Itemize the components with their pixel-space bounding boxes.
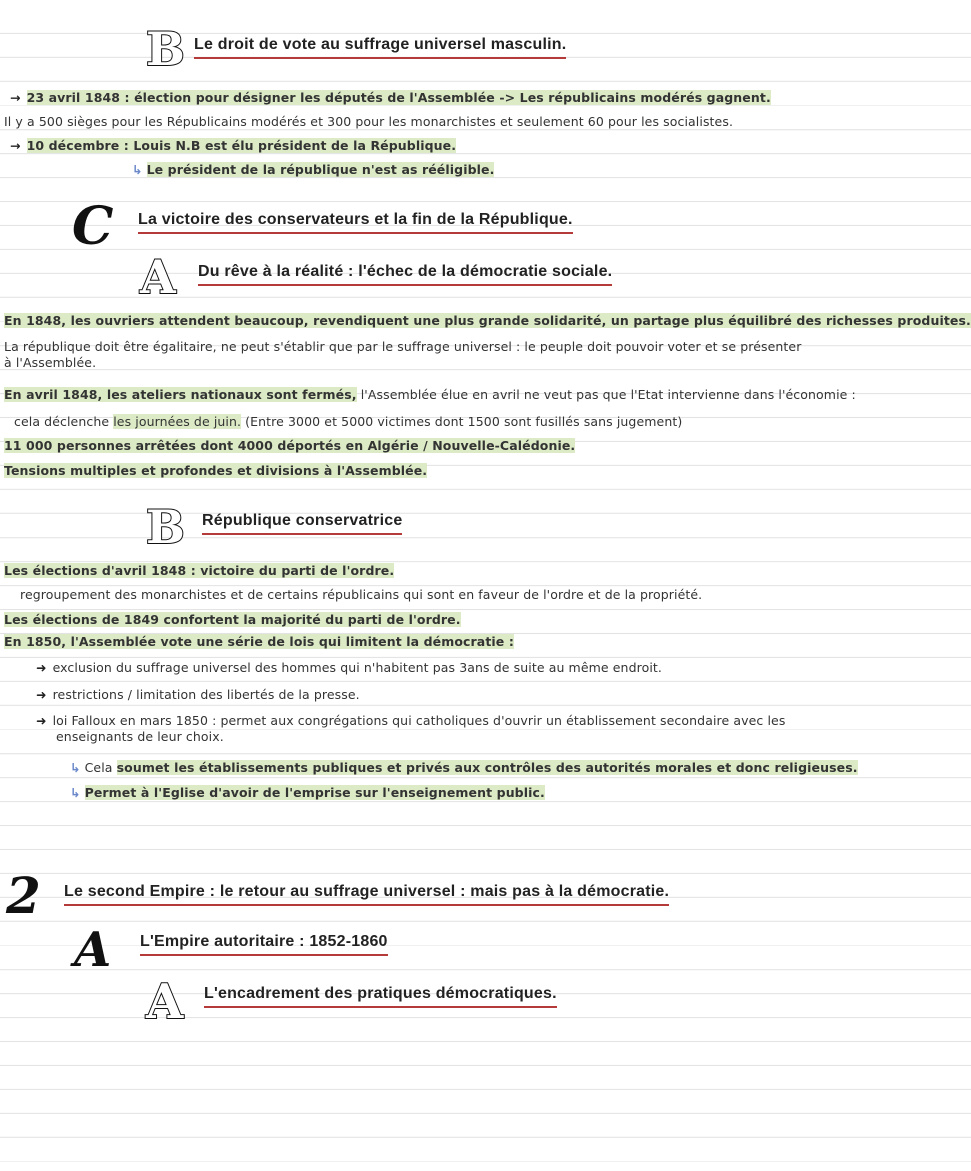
text-line: Les élections d'avril 1848 : victoire du parti de l'ordre. bbox=[4, 563, 395, 578]
text-line: La république doit être égalitaire, ne peut s'établir que par le suffrage universel : le peuple doit pouvoir voter et se présenter à l'Assemblée. bbox=[4, 339, 802, 370]
text-line: En 1848, les ouvriers attendent beaucoup, revendiquent une plus grande solidarité, un partage plus équilibré des richesses produites. bbox=[4, 313, 971, 328]
sub-arrow-icon: ↳ bbox=[132, 162, 143, 177]
sub-item: ↳ Cela soumet les établissements publiques et privés aux contrôles des autorités morales et donc religieuses. bbox=[70, 760, 858, 775]
text-line: Les élections de 1849 confortent la majorité du parti de l'ordre. bbox=[4, 612, 461, 627]
section-marker-c: C bbox=[72, 196, 114, 257]
section-marker-b: B bbox=[146, 500, 185, 554]
list-item: ➜ loi Falloux en mars 1850 : permet aux congrégations qui catholiques d'ouvrir un établissement secondaire avec les enseignants de leur choix. bbox=[36, 713, 786, 744]
text-line: Il y a 500 sièges pour les Républicains modérés et 300 pour les monarchistes et seulement 60 pour les socialistes. bbox=[4, 114, 734, 129]
section-marker-a: A bbox=[140, 250, 176, 304]
list-item: ➜ exclusion du suffrage universel des hommes qui n'habitent pas 3ans de suite au même endroit. bbox=[36, 660, 662, 675]
arrow-right-icon: ➜ bbox=[36, 660, 47, 675]
sub-item: ↳ Permet à l'Eglise d'avoir de l'emprise sur l'enseignement public. bbox=[70, 785, 545, 800]
section-marker-b: B bbox=[146, 22, 185, 76]
arrow-right-icon: → bbox=[10, 138, 21, 153]
text-line: regroupement des monarchistes et de certains républicains qui sont en faveur de l'ordre et de la propriété. bbox=[20, 587, 703, 602]
sub-arrow-icon: ↳ bbox=[70, 785, 81, 800]
text-line: En 1850, l'Assemblée vote une série de lois qui limitent la démocratie : bbox=[4, 634, 514, 649]
arrow-right-icon: ➜ bbox=[36, 687, 47, 702]
text-line: 11 000 personnes arrêtées dont 4000 déportés en Algérie / Nouvelle-Calédonie. bbox=[4, 438, 576, 453]
text-line: → 10 décembre : Louis N.B est élu président de la République. bbox=[10, 138, 457, 153]
text-line: ↳ Le président de la république n'est as rééligible. bbox=[132, 162, 495, 177]
arrow-right-icon: → bbox=[10, 90, 21, 105]
section-title: Le second Empire : le retour au suffrage universel : mais pas à la démocratie. bbox=[64, 883, 669, 906]
section-title: République conservatrice bbox=[202, 512, 402, 535]
text-line: → 23 avril 1848 : élection pour désigner les députés de l'Assemblée -> Les républicains modérés gagnent. bbox=[10, 90, 771, 105]
section-title: Du rêve à la réalité : l'échec de la démocratie sociale. bbox=[198, 263, 612, 286]
text-line: Tensions multiples et profondes et divisions à l'Assemblée. bbox=[4, 463, 428, 478]
sub-arrow-icon: ↳ bbox=[70, 760, 81, 775]
section-number: 2 bbox=[6, 866, 41, 925]
section-marker-a: A bbox=[74, 922, 112, 978]
arrow-right-icon: ➜ bbox=[36, 713, 47, 728]
section-marker-a: A bbox=[146, 974, 184, 1030]
text-line: En avril 1848, les ateliers nationaux sont fermés, l'Assemblée élue en avril ne veut pas que l'Etat intervienne dans l'économie : bbox=[4, 387, 856, 402]
list-item: ➜ restrictions / limitation des libertés de la presse. bbox=[36, 687, 360, 702]
section-title: L'Empire autoritaire : 1852-1860 bbox=[140, 933, 388, 956]
section-title: L'encadrement des pratiques démocratiques. bbox=[204, 985, 557, 1008]
section-title: La victoire des conservateurs et la fin de la République. bbox=[138, 211, 573, 234]
text-line: cela déclenche les journées de juin. (Entre 3000 et 5000 victimes dont 1500 sont fusillés sans jugement) bbox=[14, 414, 683, 429]
section-title: Le droit de vote au suffrage universel masculin. bbox=[194, 36, 566, 59]
